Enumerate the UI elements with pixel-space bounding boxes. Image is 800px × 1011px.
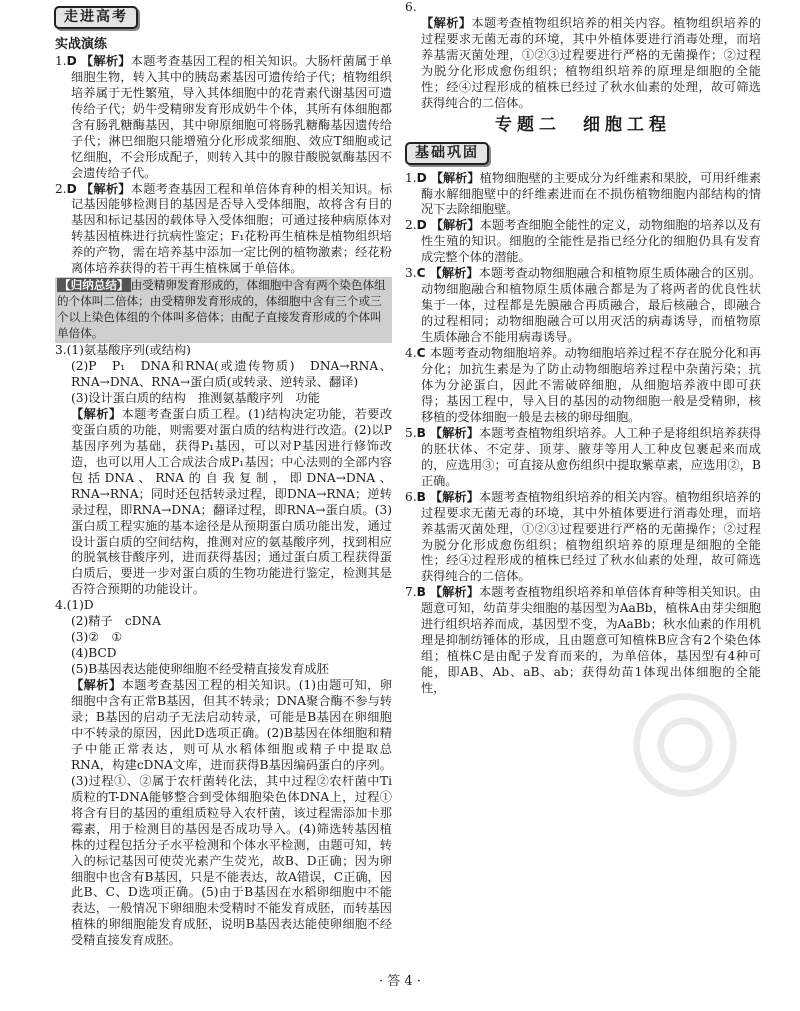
answer-item: 3.(1)氨基酸序列(或结构) — [55, 343, 191, 358]
answer-item: 5.B 【解析】本题考查植物组织培养。人工种子是将组织培养获得的胚状体、不定芽、顶芽、腋芽等用人工种皮包裹起来而成的，应选用③；可直接从愈伤组织中提取紫草素，应选用②，B正确。 — [405, 425, 761, 488]
answer-item: 1.D 【解析】本题考查基因工程的相关知识。大肠杆菌属于单细胞生物，转入其中的胰岛素基因可遗传给子代；植物组织培养属于无性繁殖，导入其体细胞中的花青素代谢基因可遗传给子代；奶牛受精卵发育形成奶牛个体，其所有体细胞都含有肠乳糖酶基因，其中卵原细胞可将肠乳糖酶基因遗传给子代；淋巴细胞只能增殖分化形成浆细胞、效应T细胞或记忆细胞，不会形成配子，则转入其中的腺苷酸脱氨酶基因不会遗传给子代。 — [55, 53, 392, 180]
explanation: 【解析】本题考查蛋白质工程。(1)结构决定功能，若要改变蛋白质的功能，则需要对蛋白质的结构进行改造。(2)以P基因序列为基础，获得P₁基因，可以对P基因进行修饰改造，也可以用人工合成法合成P₁基因；中心法则的全部内容包括DNA、RNA的自我复制，即DNA→DNA、RNA→RNA；同时还包括转录过程，即DNA→RNA；逆转录过程，即RNA→DNA；翻译过程，即RNA→蛋白质。(3)蛋白质工程实施的基本途径是从预期蛋白质功能出发，通过设计蛋白质的空间结构，推测对应的氨基酸序列，找到相应的脱氧核苷酸序列，进而获得基因；通过蛋白质工程获得蛋白质后，要进一步对蛋白质的生物功能进行鉴定，检测其是否符合预期的功能设计。 — [71, 406, 392, 597]
answer-item: 2.D 【解析】本题考查细胞全能性的定义，动物细胞的培养以及有性生殖的知识。细胞的全能性是指已经分化的细胞仍具有发育成完整个体的潜能。 — [405, 218, 761, 265]
chapter-title: 专题二 细胞工程 — [495, 114, 671, 135]
explanation: 【解析】本题考查基因工程的相关知识。(1)由题可知，卵细胞中含有正常B基因，但其不转录；DNA聚合酶不参与转录；B基因的启动子无法启动转录，可能是B基因在卵细胞中不转录的原因，因此D选项正确。(2)B基因在体细胞和精子中能正常表达，则可从水稻体细胞或精子中提取总RNA，构建cDNA文库，进而获得B基因编码蛋白的序列。(3)过程①、②属于农杆菌转化法，其中过程②农杆菌中Ti质粒的T-DNA能够整合到受体细胞染色体DNA上，过程①将含有目的基因的重组质粒导入农杆菌，该过程需添加卡那霉素，用于检测目的基因是否成功导入。(4)筛选转基因植株的过程包括分子水平检测和个体水平检测，由题可知，转入的标记基因可使荧光素产生荧光，故B、D正确；因为卵细胞中也含有B基因，只是不能表达，故A错误，C正确，因此B、C、D选项正确。(5)由于B基因在水稻卵细胞中不能表达，一般情况下卵细胞未受精时不能发育成胚，而转基因植株的卵细胞能发育成胚，说明B基因表达能使卵细胞不经受精直接发育成胚。 — [71, 678, 392, 948]
jichu-gonggu-badge: 基础巩固 — [405, 142, 489, 165]
answer-item: 7.B 【解析】本题考查植物组织培养和单倍体育种等相关知识。由题意可知，幼苗芽尖细胞的基因型为AaBb，植株A由芽尖细胞进行组织培养而成，基因型不变，为AaBb；秋水仙素的作用机理是抑制纺锤体的形成，且由题意可知植株B应含有2个染色体组；植株C是由配子发育而来的，为单倍体，基因型有4种可能，即AB、Ab、aB、ab；获得幼苗1体现出体细胞的全能性， — [405, 585, 761, 696]
left-column: 走进高考 实战演练 1.D 【解析】本题考查基因工程的相关知识。大肠杆菌属于单细胞生物，转入其中的胰岛素基因可遗传给子代；植物组织培养属于无性繁殖，导入其体细胞中的花青素代谢基因可遗传给子代；奶牛受精卵发育形成奶牛个体，其所有体细胞都含有肠乳糖酶基因，其中卵原细胞可将肠乳糖酶基因遗传给子代；淋巴细胞只能增殖分化形成浆细胞、效应T细胞或记忆细胞，不会形成配子，则转入其中的腺苷酸脱氨酶基因不会遗传给子代。 2.D 【解析】本题考查基因工程和单倍体育种的相关知识。标记基因能够检测目的基因是否导入受体细胞，故将含有目的基因和标记基因的载体导入受体细胞；可通过接种病原体对转基因植株进行抗病性鉴定；F₁花粉再生植株是植物组织培养的产物，需在培养基中添加一定比例的植物激素；经花粉离体培养获得的若干再生植株属于单倍体。 【归纳总结】 由受精卵发育形成的，体细胞中含有两个染色体组的个体叫二倍体；由受精卵发育形成的，体细胞中含有三个或三个以上染色体组的个体叫多倍体；由配子直接发育形成的个体叫单倍体。 3.(1)氨基酸序列(或结构) (2)P P₁ DNA和RNA(或遗传物质) DNA→RNA、RNA→DNA、RNA→蛋白质(或转录、逆转录、翻译) (3)设计蛋白质的结构 推测氨基酸序列 功能 【解析】本题考查蛋白质工程。(1)结构决定功能，若要改变蛋白质的功能，则需要对蛋白质的结构进行改造。(2)以P基因序列为基础，获得P₁基因，可以对P基因进行修饰改造，也可以用人工合成法合成P₁基因；中心法则的全部内容包括DNA、RNA的自我复制，即DNA→DNA、RNA→RNA；同时还包括转录过程，即DNA→RNA；逆转录过程，即RNA→DNA；翻译过程，即RNA→蛋白质。(3)蛋白质工程实施的基本途径是从预期蛋白质功能出发，通过设计蛋白质的空间结构，推测对应的氨基酸序列，找到相应的脱氧核苷酸序列，进而获得基因；通过蛋白质工程获得蛋白质后，要进一步对蛋白质的生物功能进行鉴定，检测其是否符合预期的功能设计。 4.(1)D (2)精子 cDNA (3)② ① (4)BCD (5)B基因表达能使卵细胞不经受精直接发育成胚 【解析】本题考查基因工程的相关知识。(1)由题可知，卵细胞中含有正常B基因，但其不转录；DNA聚合酶不参与转录；B基因的启动子无法启动转录，可能是B基因在卵细胞中不转录的原因，因此D选项正确。(2)B基因在体细胞和精子中能正常表达，则可从水稻体细胞或精子中提取总RNA，构建cDNA文库，进而获得B基因编码蛋白的序列。(3)过程①、②属于农杆菌转化法，其中过程②农杆菌中Ti质粒的T-DNA能够整合到受体细胞染色体DNA上，过程①将含有目的基因的重组质粒导入农杆菌，该过程需添加卡那霉素，用于检测目的基因是否成功导入。(4)筛选转基因植株的过程包括分子水平检测和个体水平检测，由题可知，转入的标记基因可使荧光素产生荧光，故B、D正确；因为卵细胞中也含有B基因，只是不能表达，故A错误，C正确，因此B、C、D选项正确。(5)由于B基因在水稻卵细胞中不能表达，一般情况下卵细胞未受精时不能发育成胚，而转基因植株的卵细胞能发育成胚，说明B基因表达能使卵细胞不经受精直接发育成胚。 — [40, 0, 392, 960]
answer-item: 4.C 本题考查动物细胞培养。动物细胞培养过程不存在脱分化和再分化；加抗生素是为了防止动物细胞培养过程中杂菌污染；抗体为分泌蛋白，因此不需破碎细胞，从细胞培养液中即可获得；基因工程中，导入目的基因的动物细胞一般是受精卵，核移植的受体细胞一般是去核的卵母细胞。 — [405, 346, 761, 424]
section-title-shizhan: 实战演练 — [55, 36, 108, 52]
right-column — [405, 0, 761, 960]
answer-item: 2.D 【解析】本题考查基因工程和单倍体育种的相关知识。标记基因能够检测目的基因是否导入受体细胞，故将含有目的基因和标记基因的载体导入受体细胞；可通过接种病原体对转基因植株进行抗病性鉴定；F₁花粉再生植株是植物组织培养的产物，需在培养基中添加一定比例的植物激素；经花粉离体培养获得的若干再生植株属于单倍体。 — [55, 181, 392, 276]
summary-box: 【归纳总结】 由受精卵发育形成的，体细胞中含有两个染色体组的个体叫二倍体；由受精卵发育形成的，体细胞中含有三个或三个以上染色体组的个体叫多倍体；由配子直接发育形成的个体叫单倍体。 — [55, 277, 392, 343]
answer-item: 3.C 【解析】本题考查动物细胞融合和植物原生质体融合的区别。动物细胞融合和植物原生质体融合都是为了将两者的优良性状集于一体，过程都是先膜融合再质融合，最后核融合，即融合的过程相同；动物细胞融合可以用灭活的病毒诱导，而植物原生质体融合不能用病毒诱导。 — [405, 266, 761, 345]
zoujin-gaokao-badge: 走进高考 — [54, 6, 138, 29]
answer-item: 6. — [405, 0, 417, 14]
answer-item: 1.D 【解析】植物细胞壁的主要成分为纤维素和果胶，可用纤维素酶水解细胞壁中的纤维素进而在不损伤植物细胞内部结构的情况下去除细胞壁。 — [405, 170, 761, 217]
answer-item: 6.B 【解析】本题考查植物组织培养的相关内容。植物组织培养的过程要求无菌无毒的环境，其中外植体要进行消毒处理，而培养基需灭菌处理，①②③过程要进行严格的无菌操作；②过程为脱分化形成愈伤组织；植物组织培养的原理是细胞的全能性；经④过程形成的植株已经过了秋水仙素的处理，故可筛选获得纯合的二倍体。 — [405, 489, 761, 584]
left-content — [55, 54, 392, 277]
watermark-logo — [630, 690, 740, 800]
answer-item: 4.(1)D — [55, 598, 94, 613]
explanation: 【解析】本题考查植物组织培养的相关内容。植物组织培养的过程要求无菌无毒的环境，其中外植体要进行消毒处理，而培养基需灭菌处理，①②③过程要进行严格的无菌操作；②过程为脱分化形成愈伤组织；植物组织培养的原理是细胞的全能性；经④过程形成的植株已经过了秋水仙素的处理，故可筛选获得纯合的二倍体。 — [421, 15, 761, 110]
page-number: · 答 4 · — [379, 974, 421, 989]
